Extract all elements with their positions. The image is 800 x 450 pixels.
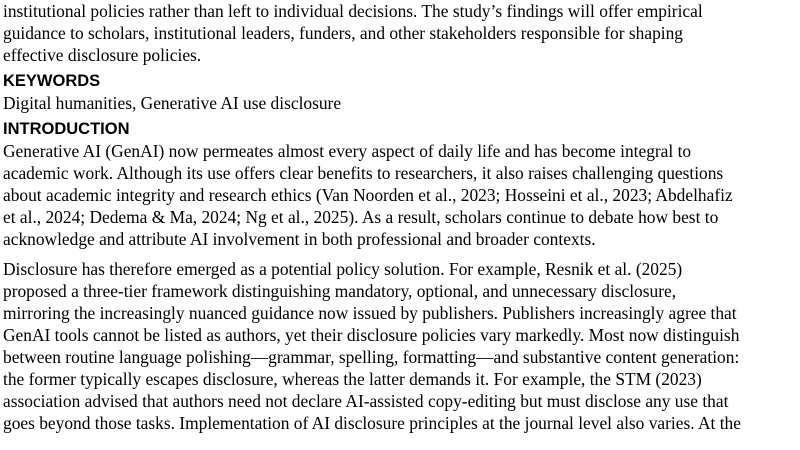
abstract-tail-paragraph [3, 0, 800, 66]
text-line: et al., 2024; Dedema & Ma, 2024; Ng et al., 2025). As a result, scholars continue to debate how best to [3, 207, 719, 227]
text-line: institutional policies rather than left to individual decisions. The study’s findings will offer empirical [3, 1, 703, 21]
text-line: Generative AI (GenAI) now permeates almost every aspect of daily life and has become integral to [3, 141, 692, 161]
text-line: about academic integrity and research ethics (Van Noorden et al., 2023; Hosseini et al., 2023; Abdelhafiz [3, 185, 733, 205]
text-line: GenAI tools cannot be listed as authors, yet their disclosure policies vary markedly. Most now distinguish [3, 325, 740, 345]
text-line: acknowledge and attribute AI involvement in both professional and broader contexts. [3, 229, 596, 249]
text-line: mirroring the increasingly nuanced guidance now issued by publishers. Publishers increasingly agree that [3, 303, 737, 323]
text-line: association advised that authors need not declare AI-assisted copy-editing but must disclose any use that [3, 391, 729, 411]
text-line: Digital humanities, Generative AI use disclosure [3, 93, 342, 113]
introduction-heading: INTRODUCTION [3, 120, 130, 138]
keywords-heading: KEYWORDS [3, 72, 101, 90]
keywords-text [3, 92, 800, 114]
text-line: goes beyond those tasks. Implementation of AI disclosure principles at the journal level also varies. At the [3, 413, 741, 433]
text-line: Disclosure has therefore emerged as a potential policy solution. For example, Resnik et al. (2025) [3, 259, 683, 279]
text-line: the former typically escapes disclosure, whereas the latter demands it. For example, the STM (2023) [3, 369, 702, 389]
text-line: effective disclosure policies. [3, 45, 202, 65]
text-line: guidance to scholars, institutional leaders, funders, and other stakeholders responsible for shaping [3, 23, 683, 43]
introduction-paragraph-2 [3, 258, 800, 434]
text-line: academic work. Although its use offers clear benefits to researchers, it also raises challenging questions [3, 163, 724, 183]
introduction-paragraph-1 [3, 140, 800, 250]
text-line: between routine language polishing—grammar, spelling, formatting—and substantive content generation: [3, 347, 740, 367]
text-line: proposed a three-tier framework distinguishing mandatory, optional, and unnecessary disclosure, [3, 281, 677, 301]
